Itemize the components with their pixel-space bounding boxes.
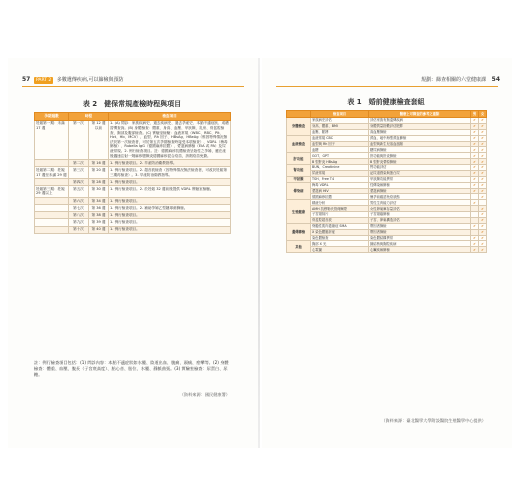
check-mark-cell: ✔: [471, 159, 479, 165]
table-cell: 貧血、地中海型貧血篩檢: [369, 135, 471, 141]
category-cell: 遺傳篩檢: [287, 223, 311, 241]
table-cell: 懷孕前確認免疫狀態: [369, 194, 471, 200]
table-cell: 第 12 週以前: [89, 120, 109, 159]
table-cell: 第 38 週: [89, 212, 109, 219]
table-row: [35, 205, 231, 212]
table-cell: 妊娠第三期：妊娠 29 週以上: [35, 186, 69, 198]
chapter-tag: PART 2: [35, 78, 52, 83]
table-cell: [35, 205, 69, 212]
category-cell: 生殖健康: [287, 200, 311, 224]
check-mark-cell: ✔: [479, 135, 487, 141]
table-cell: 第 39 週: [89, 219, 109, 226]
table-cell: 第四次: [69, 178, 89, 185]
table-cell: 血型與 Rh 因子: [311, 141, 369, 147]
left-table-note: 註：例行檢查項目包括：(1) 問診內容：本胎不適症狀如水腫、陰道出血、腹痛、頭痛、痙攣等。(2) 身體檢查：體重、血壓、腹長（子宮底高度）、胎心音、胎位、水腫、靜脈曲張。(3) 實驗室檢查：尿蛋白、尿糖。: [34, 360, 229, 377]
left-header-rule: [22, 86, 244, 87]
column-header: 女: [479, 111, 487, 118]
table-row: [35, 178, 231, 185]
column-header: 檢查項目: [109, 113, 231, 121]
table-cell: 心電圖: [311, 247, 369, 253]
check-mark-cell: ✔: [479, 165, 487, 171]
check-mark-cell: ✔: [479, 170, 487, 176]
table-cell: 腎功能評估: [369, 165, 471, 171]
table-cell: B 型肝炎帶原篩檢: [369, 159, 471, 165]
right-table-title: 表 1 婚前健康檢查套組: [347, 98, 425, 106]
table-cell: GOT、GPT: [311, 153, 369, 159]
check-mark-cell: ✔: [471, 235, 479, 241]
check-mark-cell: ✔: [479, 247, 487, 253]
table-cell: 家族病史評估: [311, 118, 369, 124]
check-mark-cell: ✔: [471, 147, 479, 153]
table-cell: 妊娠第二期：妊娠 17 週至未滿 29 週: [36, 167, 67, 177]
table-cell: 帶因者篩檢: [369, 223, 471, 229]
left-table-title: 表 2 健保常規產檢時程與項目: [82, 100, 182, 108]
table-row: [35, 159, 231, 166]
check-mark-cell: ✔: [479, 194, 487, 200]
right-table-header: [287, 111, 487, 118]
table-cell: 高血壓篩檢: [369, 129, 471, 135]
check-mark-cell: ✔: [471, 135, 479, 141]
table-cell: 1. 例行檢查項目。2. 補助孕婦乙型鏈球菌篩檢。: [109, 205, 231, 212]
check-mark-cell: ✔: [471, 200, 479, 206]
table-cell: 子宮頸抹片: [311, 212, 369, 218]
category-cell: 腎功能: [287, 165, 311, 177]
table-cell: 肝功能與肝炎篩檢: [369, 153, 471, 159]
table-cell: 1. 例行檢查項目。2. 早產防治衛教指導。: [109, 159, 231, 166]
table-cell: 1. 例行檢查項目。2. 超音波檢查（因特殊情況無法檢查者，可改於妊娠第三期再檢查）。3. 早產防治衛教指導。: [109, 167, 231, 179]
check-mark-cell: ✔: [471, 153, 479, 159]
table-row: [35, 167, 231, 179]
table-cell: [35, 219, 69, 226]
check-mark-cell: ✔: [471, 170, 479, 176]
table-cell: 血液常規 CBC: [311, 135, 369, 141]
check-mark-cell: ✔: [479, 188, 487, 194]
table-cell: 第 20 週: [89, 167, 109, 179]
table-cell: 子宮、卵巢構造評估: [369, 217, 471, 223]
column-header: [287, 111, 311, 118]
table-cell: 心臟疾病篩檢: [369, 247, 471, 253]
right-table-source: （資料來源：臺北醫學大學附設醫院生殖醫學中心提供）: [381, 418, 486, 423]
table-cell: 第 36 週: [89, 205, 109, 212]
table-row: [35, 197, 231, 204]
check-mark-cell: ✔: [479, 118, 487, 124]
table-cell: 1. 例行檢查項目。2. 於妊娠 32 週前後提供 VDRL 實驗室檢驗。: [109, 186, 231, 198]
table-cell: 第三次: [69, 167, 89, 179]
table-cell: 第九次: [69, 219, 89, 226]
check-mark-cell: ✔: [479, 235, 487, 241]
check-mark-cell: ✔: [471, 129, 479, 135]
table-cell: B 型肝炎 HBsAg: [311, 159, 369, 165]
table-cell: 男性生育能力評估: [369, 200, 471, 206]
check-mark-cell: ✔: [479, 182, 487, 188]
column-header: 孕期週數: [35, 113, 69, 121]
table-cell: 梅毒 VDRL: [311, 182, 369, 188]
check-mark-cell: ✔: [471, 223, 479, 229]
table-cell: 1. (A) 問診：家族疾病史、過去疾病史、過去孕產史、本胎不適症狀、成癮習慣查詢。(B) 身體檢查：體重、身高、血壓、甲狀腺、乳房、骨盆腔檢查、胸部及腹部檢查。(C) 實驗室檢驗：血液常規（WBC、RBC、Plt、Hct、Hb、MCV）、血型、Rh 因子、HBsAg、HBeAg（惟因特殊情況無法於第一次檢查者，可於第五次孕期檢查時接受本項檢查）、VDRL（梅毒篩檢）、Rubella IgG（德國麻疹抗體）、愛滋病篩檢（EIA 或 PA）及尿液常規。2. 例行檢查項目。註：德國麻疹抗體檢查呈陰性之孕婦，應在產後儘速注射一劑麻疹腮腺炎德國麻疹混合疫苗，該劑疫苗免費。: [110, 121, 229, 158]
check-mark-cell: ✔: [479, 123, 487, 129]
premarital-checkup-table: [286, 110, 487, 253]
column-header: 男: [471, 111, 479, 118]
category-cell: 肝功能: [287, 153, 311, 165]
check-mark-cell: ✔: [479, 217, 487, 223]
check-mark-cell: ✔: [471, 247, 479, 253]
right-running-title: 規劃：篩查相關的六堂健康課: [421, 77, 487, 83]
table-cell: 1. 例行檢查項目。: [109, 219, 231, 226]
table-cell: 子宮頸癌篩檢: [369, 212, 471, 218]
table-cell: 第 16 週: [89, 159, 109, 166]
column-header: 醫療上可篩查的參考之重點: [369, 111, 471, 118]
table-cell: 1. 例行檢查項目。: [109, 178, 231, 185]
table-cell: TSH、Free T4: [311, 176, 369, 182]
table-cell: 第七次: [69, 205, 89, 212]
table-cell: 第八次: [69, 212, 89, 219]
check-mark-cell: ✔: [471, 241, 479, 247]
table-cell: 血糖: [311, 147, 369, 153]
table-cell: 血壓、脈搏: [311, 129, 369, 135]
table-cell: 染色體結構異常: [369, 235, 471, 241]
table-cell: 性傳染病篩檢: [369, 182, 471, 188]
table-row: [35, 226, 231, 233]
check-mark-cell: ✔: [471, 118, 479, 124]
check-mark-cell: ✔: [471, 182, 479, 188]
table-cell: 女性卵巢庫存量評估: [369, 206, 471, 212]
table-cell: 第 30 週: [89, 186, 109, 198]
left-running-title: 多數遺傳疾病,可以篩檢與預防: [56, 77, 124, 83]
column-header: 檢查項目: [311, 111, 369, 118]
table-cell: 血型與新生兒溶血風險: [369, 141, 471, 147]
table-cell: 愛滋病篩檢: [369, 188, 471, 194]
table-cell: 愛滋病 HIV: [311, 188, 369, 194]
check-mark-cell: ✔: [479, 153, 487, 159]
check-mark-cell: ✔: [479, 241, 487, 247]
check-mark-cell: ✔: [479, 159, 487, 165]
table-cell: 精液分析: [311, 200, 369, 206]
table-row: [287, 247, 487, 253]
check-mark-cell: ✔: [479, 176, 487, 182]
check-mark-cell: ✔: [479, 212, 487, 218]
table-cell: 身高、體重、BMI: [311, 123, 369, 129]
table-cell: 妊娠第一期：未滿 17 週: [35, 120, 69, 159]
table-cell: 1. 例行檢查項目。: [109, 226, 231, 233]
check-mark-cell: ✔: [479, 129, 487, 135]
category-cell: 其他: [287, 241, 311, 253]
table-cell: 第二次: [69, 159, 89, 166]
table-cell: 1. 例行檢查項目。: [109, 212, 231, 219]
table-cell: [35, 226, 69, 233]
table-row: [35, 186, 231, 198]
left-page-number: 57: [22, 76, 31, 83]
table-cell: 第十次: [69, 226, 89, 233]
table-row: [35, 120, 231, 159]
table-row: [35, 219, 231, 226]
category-cell: 身體檢查: [287, 118, 311, 136]
check-mark-cell: ✔: [479, 206, 487, 212]
check-mark-cell: ✔: [479, 229, 487, 235]
table-cell: 尿液常規: [311, 170, 369, 176]
table-cell: 糖尿病篩檢: [369, 147, 471, 153]
table-cell: 評估家族有無遺傳疾病: [369, 118, 471, 124]
table-cell: 第一次: [69, 120, 89, 159]
table-cell: 第五次: [69, 186, 89, 198]
table-cell: [35, 197, 69, 204]
left-table-header: [35, 113, 231, 121]
right-page-number: 54: [491, 76, 500, 83]
check-mark-cell: ✔: [471, 123, 479, 129]
check-mark-cell: ✔: [479, 141, 487, 147]
table-cell: 1. 例行檢查項目。: [109, 197, 231, 204]
table-cell: 脊髓性肌肉萎縮症 SMA: [311, 223, 369, 229]
table-cell: AMH 抗穆勒氏管荷爾蒙: [311, 206, 369, 212]
table-cell: 肺結核與胸腔疾病: [369, 241, 471, 247]
left-table-source: （資料來源：國民健康署）: [179, 392, 230, 397]
table-cell: 染色體檢查: [311, 235, 369, 241]
column-header: 時程: [69, 113, 109, 121]
check-mark-cell: ✔: [471, 165, 479, 171]
table-row: [35, 212, 231, 219]
category-cell: 傳染病: [287, 182, 311, 200]
table-cell: [35, 212, 69, 219]
table-cell: 身體質量指數評估肥胖: [369, 123, 471, 129]
table-cell: [35, 159, 69, 166]
table-cell: 帶因者篩檢: [369, 229, 471, 235]
prenatal-checkup-table: [34, 112, 231, 234]
book-gutter: [258, 58, 260, 448]
table-cell: [35, 178, 69, 185]
category-cell: 甲狀腺: [287, 176, 311, 182]
table-cell: 泌尿道感染與蛋白尿: [369, 170, 471, 176]
table-cell: 骨盆腔超音波: [311, 217, 369, 223]
table-cell: BUN、Creatinine: [311, 165, 369, 171]
category-cell: 血液檢查: [287, 135, 311, 153]
table-cell: 第 28 週: [89, 178, 109, 185]
check-mark-cell: ✔: [479, 223, 487, 229]
check-mark-cell: ✔: [471, 176, 479, 182]
check-mark-cell: ✔: [471, 141, 479, 147]
table-cell: 德國麻疹抗體: [311, 194, 369, 200]
table-cell: X 染色體脆折症: [311, 229, 369, 235]
table-cell: 第 40 週: [89, 226, 109, 233]
table-cell: 甲狀腺功能異常: [369, 176, 471, 182]
right-running-header: [380, 75, 500, 85]
right-header-rule: [276, 86, 498, 87]
check-mark-cell: ✔: [479, 147, 487, 153]
table-cell: 胸部 X 光: [311, 241, 369, 247]
left-running-header: [22, 75, 124, 85]
table-cell: 第六次: [69, 197, 89, 204]
check-mark-cell: ✔: [471, 188, 479, 194]
table-cell: 第 34 週: [89, 197, 109, 204]
